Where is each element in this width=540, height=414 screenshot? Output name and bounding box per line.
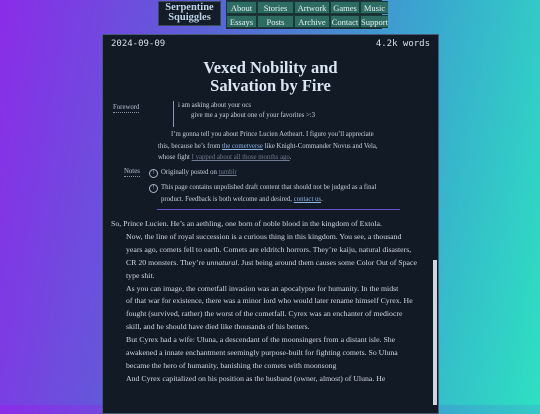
nav-archive[interactable]: Archive — [294, 15, 330, 28]
intro-line: I’m gonna tell you about Prince Lucien Aetheart. I figure you’ll appreciate — [171, 131, 374, 138]
story-line: And Cyrex capitalized on his position as the husband (owner, almost) of Uluna. He — [126, 373, 386, 383]
post-title — [103, 59, 438, 95]
site-logo[interactable] — [158, 1, 221, 26]
note-line-text: . — [321, 195, 323, 203]
story-line: became the hero of humanity, banishing the comets with moonsong — [126, 360, 337, 370]
story-line: skill, and he should have died like thousands of his betters. — [126, 322, 310, 332]
story-line: of that war for existence, there was a minor lord who would later rename himself Cyrex. He — [126, 296, 413, 306]
story-paragraph — [111, 231, 433, 283]
nav-contact[interactable]: Contact — [331, 17, 359, 27]
foreword-label: Foreword — [113, 104, 140, 111]
story-line: As you can image, the cometfall invasion was an apocalypse for humanity. In the midst — [126, 283, 399, 293]
nav-artwork[interactable]: Artwork — [294, 1, 330, 14]
story-line: awakened a innate enchantment seemingly purpose-built for fighting comets. So Uluna — [126, 348, 398, 358]
emphasis-text: unnatural — [206, 257, 238, 267]
story-line: But Cyrex had a wife: Uluna, a descendant of the moonsingers from a distant isle. She — [126, 335, 396, 345]
site-title-line2: Squiggles — [168, 12, 211, 23]
nav-games[interactable]: Games — [330, 1, 360, 14]
notes-label: Notes — [124, 168, 140, 175]
nav-posts[interactable]: Posts — [257, 15, 294, 28]
post-panel — [102, 34, 439, 414]
post-title-line1: Vexed Nobility and — [203, 58, 338, 77]
nav-essays[interactable]: Essays — [226, 15, 257, 28]
word-count: 4.2k words — [375, 39, 430, 49]
story-line: So, Prince Lucien. He’s an aethling, one born of noble blood in the kingdom of Extola. — [111, 219, 382, 228]
intro-text: this, because he’s from — [158, 142, 222, 150]
note-line: Originally posted on — [161, 169, 219, 176]
intro-text: whose fight — [158, 154, 192, 161]
scrollbar[interactable] — [433, 260, 437, 405]
info-icon: ! — [149, 184, 158, 193]
info-icon: ! — [149, 169, 158, 178]
foreword-quote — [173, 101, 403, 127]
intro-line — [158, 152, 428, 164]
quote-line: give me a yap about one of your favorites >:3 — [191, 112, 316, 119]
post-date: 2024-09-09 — [111, 39, 166, 49]
note-line — [161, 194, 421, 206]
story-paragraph — [111, 373, 433, 386]
quote-line: i am asking about your ocs — [178, 102, 252, 109]
story-paragraph — [111, 283, 433, 335]
main-nav — [226, 0, 388, 29]
intro-text: . — [289, 154, 292, 161]
note-line-text: product. Feedback is both welcome and desired, — [161, 195, 294, 203]
nav-stories[interactable]: Stories — [257, 1, 294, 14]
story-body — [111, 218, 433, 386]
story-line: fought (survived, rather) the worst of the cometfall. Cyrex was an enchanter of mediocre — [126, 309, 403, 319]
contact-us-link[interactable]: contact us — [293, 195, 322, 203]
story-line: CR 20 monsters. They’re unnatural. Just being around them causes some Color Out of Space — [126, 257, 417, 267]
story-paragraph — [111, 334, 433, 373]
note-text — [161, 167, 421, 179]
post-title-line2: Salvation by Fire — [210, 76, 331, 95]
story-line: type shit. — [126, 270, 155, 280]
intro-line — [158, 141, 428, 153]
tumblr-link[interactable]: tumblr — [218, 169, 237, 176]
site-title-line1: Serpentine — [165, 2, 214, 13]
post-meta — [111, 39, 430, 51]
story-line: years ago, comets fell to earth. Comets are eldritch horrors. They’re kaiju, natural disasters, — [126, 244, 412, 254]
intro-text: like Knight-Commander Novus and Vela, — [262, 142, 378, 150]
nav-support[interactable]: Support — [361, 17, 388, 27]
story-line: Now, the line of royal succession is a curious thing in this kingdom. You see, a thousand — [126, 231, 402, 241]
nav-about[interactable]: About — [226, 1, 257, 14]
note-line: This page contains unpolished draft content that should not be judged as a final — [161, 184, 377, 191]
yapped-link[interactable]: I yapped about all those months ago — [191, 154, 290, 161]
note-text — [161, 182, 421, 205]
foreword-text — [158, 129, 428, 164]
cometverse-link[interactable]: the cometverse — [222, 142, 263, 150]
section-divider — [157, 209, 400, 210]
nav-music[interactable]: Music — [360, 1, 388, 14]
story-paragraph — [111, 218, 433, 231]
